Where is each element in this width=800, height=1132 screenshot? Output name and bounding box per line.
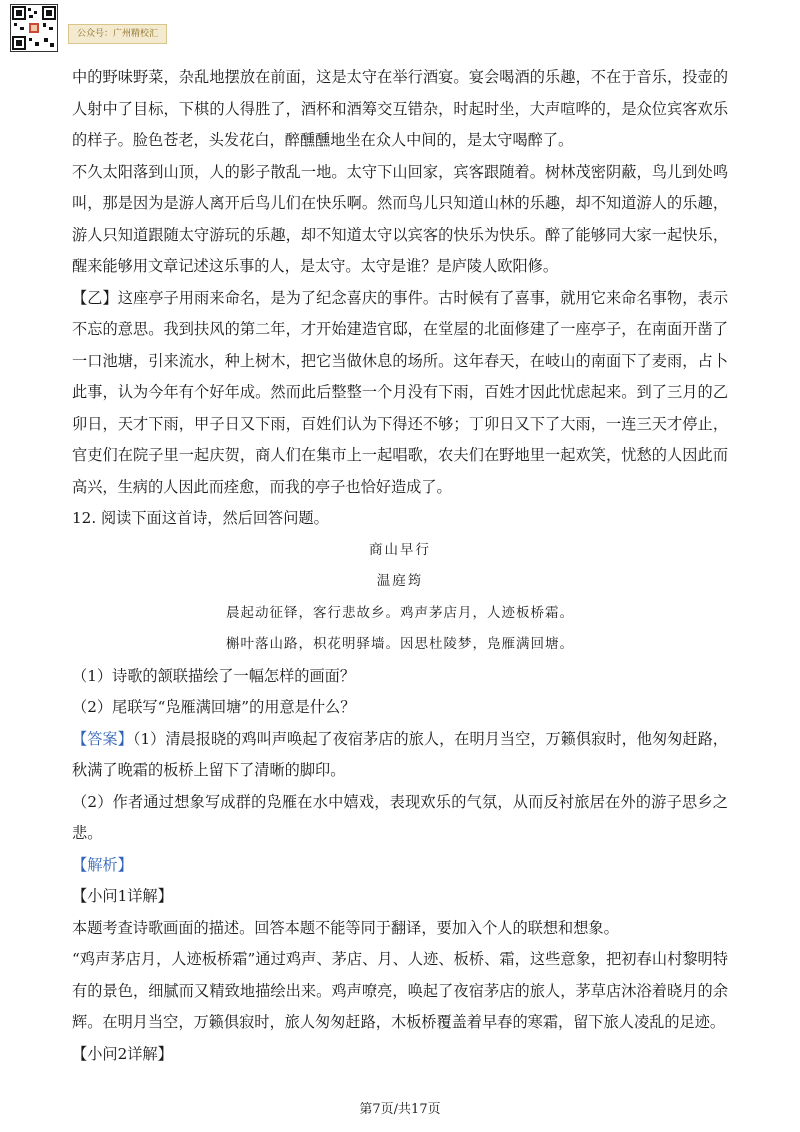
document-body	[72, 62, 728, 1070]
analysis-sentence-1: 本题考查诗歌画面的描述。回答本题不能等同于翻译，要加入个人的联想和想象。	[72, 918, 619, 937]
question-sub-1: （1）诗歌的颔联描绘了一幅怎样的画面？	[72, 666, 356, 685]
poem-line-1: 晨起动征铎，客行悲故乡。鸡声茅店月，人迹板桥霜。	[226, 604, 574, 621]
analysis-sub1-label: 【小问1详解】	[72, 887, 173, 905]
analysis-sentence-2: “鸡声茅店月，人迹板桥霜”通过鸡声、茅店、月、人迹、板桥、霜，这些意象，把初春山村黎明特有的景色，细腻而又精致地描绘出来。鸡声嘹亮，唤起了夜宿茅店的旅人，茅草店沐浴着晓月的余辉。在明月当空，万籁俱寂时，旅人匆匆赶路，木板桥覆盖着早春的寒霜，留下旅人凌乱的足迹。	[72, 950, 728, 1031]
header-badge: 公众号：广州精校汇	[68, 24, 167, 44]
paragraph-translation-2: 不久太阳落到山顶，人的影子散乱一地。太守下山回家，宾客跟随着。树林茂密阴蔽，鸟儿到处鸣叫，那是因为是游人离开后鸟儿们在快乐啊。然而鸟儿只知道山林的乐趣，却不知道游人的乐趣，游人只知道跟随太守游玩的乐趣，却不知道太守以宾客的快乐为快乐。醉了能够同大家一起快乐，醒来能够用文章记述这乐事的人，是太守。太守是谁？是庐陵人欧阳修。	[72, 162, 728, 275]
answer-1	[72, 724, 728, 787]
question-sub-2: （2）尾联写“凫雁满回塘”的用意是什么？	[72, 698, 356, 716]
paragraph-translation-1: 中的野味野菜，杂乱地摆放在前面，这是太守在举行酒宴。宴会喝酒的乐趣，不在于音乐，投壶的人射中了目标，下棋的人得胜了，酒杯和酒筹交互错杂，时起时坐，大声喧哗的，是众位宾客欢乐的样子。脸色苍老，头发花白，醉醺醺地坐在众人中间的，是太守喝醉了。	[72, 68, 728, 149]
answer-label: 【答案】	[72, 729, 133, 748]
paragraph-translation-yi: 【乙】这座亭子用雨来命名，是为了纪念喜庆的事件。古时候有了喜事，就用它来命名事物，表示不忘的意思。我到扶风的第二年，才开始建造官邸，在堂屋的北面修建了一座亭子，在南面开凿了一口池塘，引来流水，种上树木，把它当做休息的场所。这年春天，在岐山的南面下了麦雨，占卜此事，认为今年有个好年成。然而此后整整一个月没有下雨，百姓才因此忧虑起来。到了三月的乙卯日，天才下雨，甲子日又下雨，百姓们认为下得还不够；丁卯日又下了大雨，一连三天才停止，官吏们在院子里一起庆贺，商人们在集市上一起唱歌，农夫们在野地里一起欢笑，忧愁的人因此而高兴，生病的人因此而痊愈，而我的亭子也恰好造成了。	[72, 288, 728, 496]
qr-code-icon	[10, 4, 58, 52]
analysis-sub2-label: 【小问2详解】	[72, 1044, 173, 1063]
answer-1-text: （1）清晨报晓的鸡叫声唤起了夜宿茅店的旅人，在明月当空，万籁俱寂时，他匆匆赶路，秋满了晚霜的板桥上留下了清晰的脚印。	[72, 729, 728, 779]
page-number: 第7页/共17页	[359, 1102, 441, 1117]
question-12-prompt: 12. 阅读下面这首诗，然后回答问题。	[72, 509, 329, 527]
answer-2: （2）作者通过想象写成群的凫雁在水中嬉戏，表现欢乐的气氛，从而反衬旅居在外的游子思乡之悲。	[72, 792, 728, 842]
poem-line-2: 槲叶落山路，枳花明驿墙。因思杜陵梦，凫雁满回塘。	[226, 636, 574, 652]
analysis-label: 【解析】	[72, 855, 133, 874]
page-header	[10, 4, 790, 54]
poem-title: 商山早行	[369, 541, 431, 558]
poem-author: 温庭筠	[376, 573, 424, 589]
